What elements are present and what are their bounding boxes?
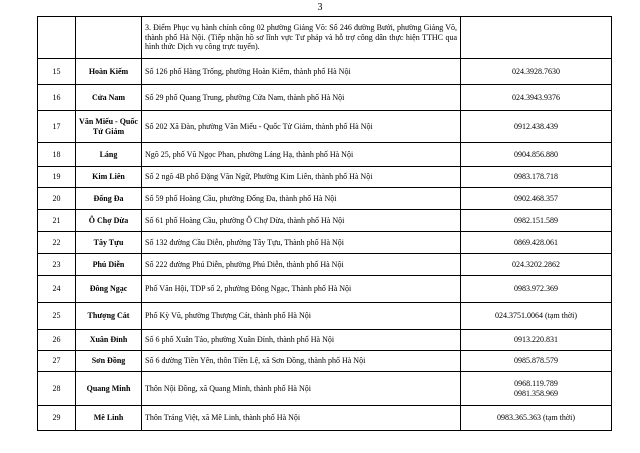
ward-phone: 0869.428.061: [461, 232, 612, 254]
ward-name: Tây Tựu: [76, 232, 142, 254]
row-number: 24: [38, 276, 76, 303]
row-number: 19: [38, 167, 76, 188]
ward-address: Số 126 phố Hàng Trống, phường Hoàn Kiếm, thành phố Hà Nội: [142, 59, 461, 85]
table-row: [38, 372, 612, 406]
ward-name: Quang Minh: [76, 372, 142, 406]
ward-phone: 0983.178.718: [461, 167, 612, 188]
ward-address: Số 132 đường Cầu Diễn, phường Tây Tựu, Thành phố Hà Nội: [142, 232, 461, 254]
ward-phone: 0983.972.369: [461, 276, 612, 303]
ward-phone: 0983.365.363 (tạm thời): [461, 406, 612, 431]
row-number: 16: [38, 85, 76, 111]
row-number: 17: [38, 111, 76, 143]
ward-address: Số 222 đường Phú Diễn, phường Phú Diễn, thành phố Hà Nội: [142, 254, 461, 276]
row-number: 18: [38, 143, 76, 167]
ward-address: Số 202 Xã Đàn, phường Văn Miếu - Quốc Tử Giám, thành phố Hà Nội: [142, 111, 461, 143]
ward-address: Phố Kỳ Vũ, phường Thượng Cát, thành phố Hà Nội: [142, 303, 461, 330]
ward-address: Thôn Nội Đồng, xã Quang Minh, thành phố Hà Nội: [142, 372, 461, 406]
ward-phone: 024.3202.2862: [461, 254, 612, 276]
row-number: 15: [38, 59, 76, 85]
ward-name: Văn Miếu - Quốc Tử Giám: [76, 111, 142, 143]
ward-name: Xuân Đỉnh: [76, 330, 142, 351]
ward-address: Số 61 phố Hoàng Cầu, phường Ô Chợ Dừa, thành phố Hà Nội: [142, 210, 461, 232]
continuation-name-cell: [76, 17, 142, 59]
ward-phone: 0904.856.880: [461, 143, 612, 167]
continuation-phone-cell: [461, 17, 612, 59]
row-number: 25: [38, 303, 76, 330]
ward-address: Số 6 đường Tiền Yên, thôn Tiền Lệ, xã Sơn Đồng, thành phố Hà Nội: [142, 351, 461, 372]
ward-address: Phố Văn Hội, TDP số 2, phường Đông Ngạc, Thành phố Hà Nội: [142, 276, 461, 303]
row-number: 22: [38, 232, 76, 254]
table-row: [38, 232, 612, 254]
continuation-note: 3. Điểm Phục vụ hành chính công 02 phường Giảng Võ: Số 246 đường Bưởi, phường Giảng Võ, thành phố Hà Nội. (Tiếp nhận hồ sơ lĩnh vực Tư pháp và hỗ trợ công dân thực hiện TTHC qua hình thức Dịch vụ công trực tuyến).: [142, 17, 461, 59]
ward-name: Hoàn Kiếm: [76, 59, 142, 85]
row-number: 23: [38, 254, 76, 276]
table-row: [38, 406, 612, 431]
continuation-stt-cell: [38, 17, 76, 59]
ward-address: Ngõ 25, phố Vũ Ngọc Phan, phường Láng Hạ, thành phố Hà Nội: [142, 143, 461, 167]
table-row: [38, 143, 612, 167]
ward-name: Thượng Cát: [76, 303, 142, 330]
table-row: [38, 351, 612, 372]
row-number: 26: [38, 330, 76, 351]
ward-name: Đông Ngạc: [76, 276, 142, 303]
table-row: [38, 276, 612, 303]
table-row: [38, 167, 612, 188]
office-table-body: [38, 17, 612, 431]
office-table: [37, 16, 612, 431]
ward-phone: 0902.468.357: [461, 188, 612, 210]
ward-phone: 0985.878.579: [461, 351, 612, 372]
row-number: 20: [38, 188, 76, 210]
row-number: 29: [38, 406, 76, 431]
ward-name: Sơn Đồng: [76, 351, 142, 372]
page-number: 3: [317, 2, 323, 13]
table-row: [38, 254, 612, 276]
continuation-row: [38, 17, 612, 59]
ward-address: Thôn Tráng Việt, xã Mê Linh, thành phố Hà Nội: [142, 406, 461, 431]
row-number: 28: [38, 372, 76, 406]
ward-name: Phú Diễn: [76, 254, 142, 276]
table-row: [38, 330, 612, 351]
ward-phone: 0912.438.439: [461, 111, 612, 143]
ward-address: Số 59 phố Hoàng Cầu, phường Đống Đa, thành phố Hà Nội: [142, 188, 461, 210]
row-number: 21: [38, 210, 76, 232]
ward-name: Ô Chợ Dừa: [76, 210, 142, 232]
ward-name: Cửa Nam: [76, 85, 142, 111]
row-number: 27: [38, 351, 76, 372]
table-row: [38, 188, 612, 210]
ward-name: Kim Liên: [76, 167, 142, 188]
ward-address: Số 6 phố Xuân Tảo, phường Xuân Đỉnh, thành phố Hà Nội: [142, 330, 461, 351]
ward-name: Láng: [76, 143, 142, 167]
ward-phone: 0913.220.831: [461, 330, 612, 351]
table-row: [38, 85, 612, 111]
ward-name: Mê Linh: [76, 406, 142, 431]
table-row: [38, 303, 612, 330]
ward-address: Số 29 phố Quang Trung, phường Cửa Nam, thành phố Hà Nội: [142, 85, 461, 111]
ward-phone: 0968.119.789 0981.358.969: [461, 372, 612, 406]
ward-name: Đống Đa: [76, 188, 142, 210]
ward-phone: 024.3751.0064 (tạm thời): [461, 303, 612, 330]
table-row: [38, 210, 612, 232]
table-row: [38, 111, 612, 143]
table-row: [38, 59, 612, 85]
ward-address: Số 2 ngõ 4B phố Đặng Văn Ngữ, Phường Kim Liên, thành phố Hà Nội: [142, 167, 461, 188]
ward-phone: 0982.151.589: [461, 210, 612, 232]
ward-phone: 024.3943.9376: [461, 85, 612, 111]
ward-phone: 024.3928.7630: [461, 59, 612, 85]
